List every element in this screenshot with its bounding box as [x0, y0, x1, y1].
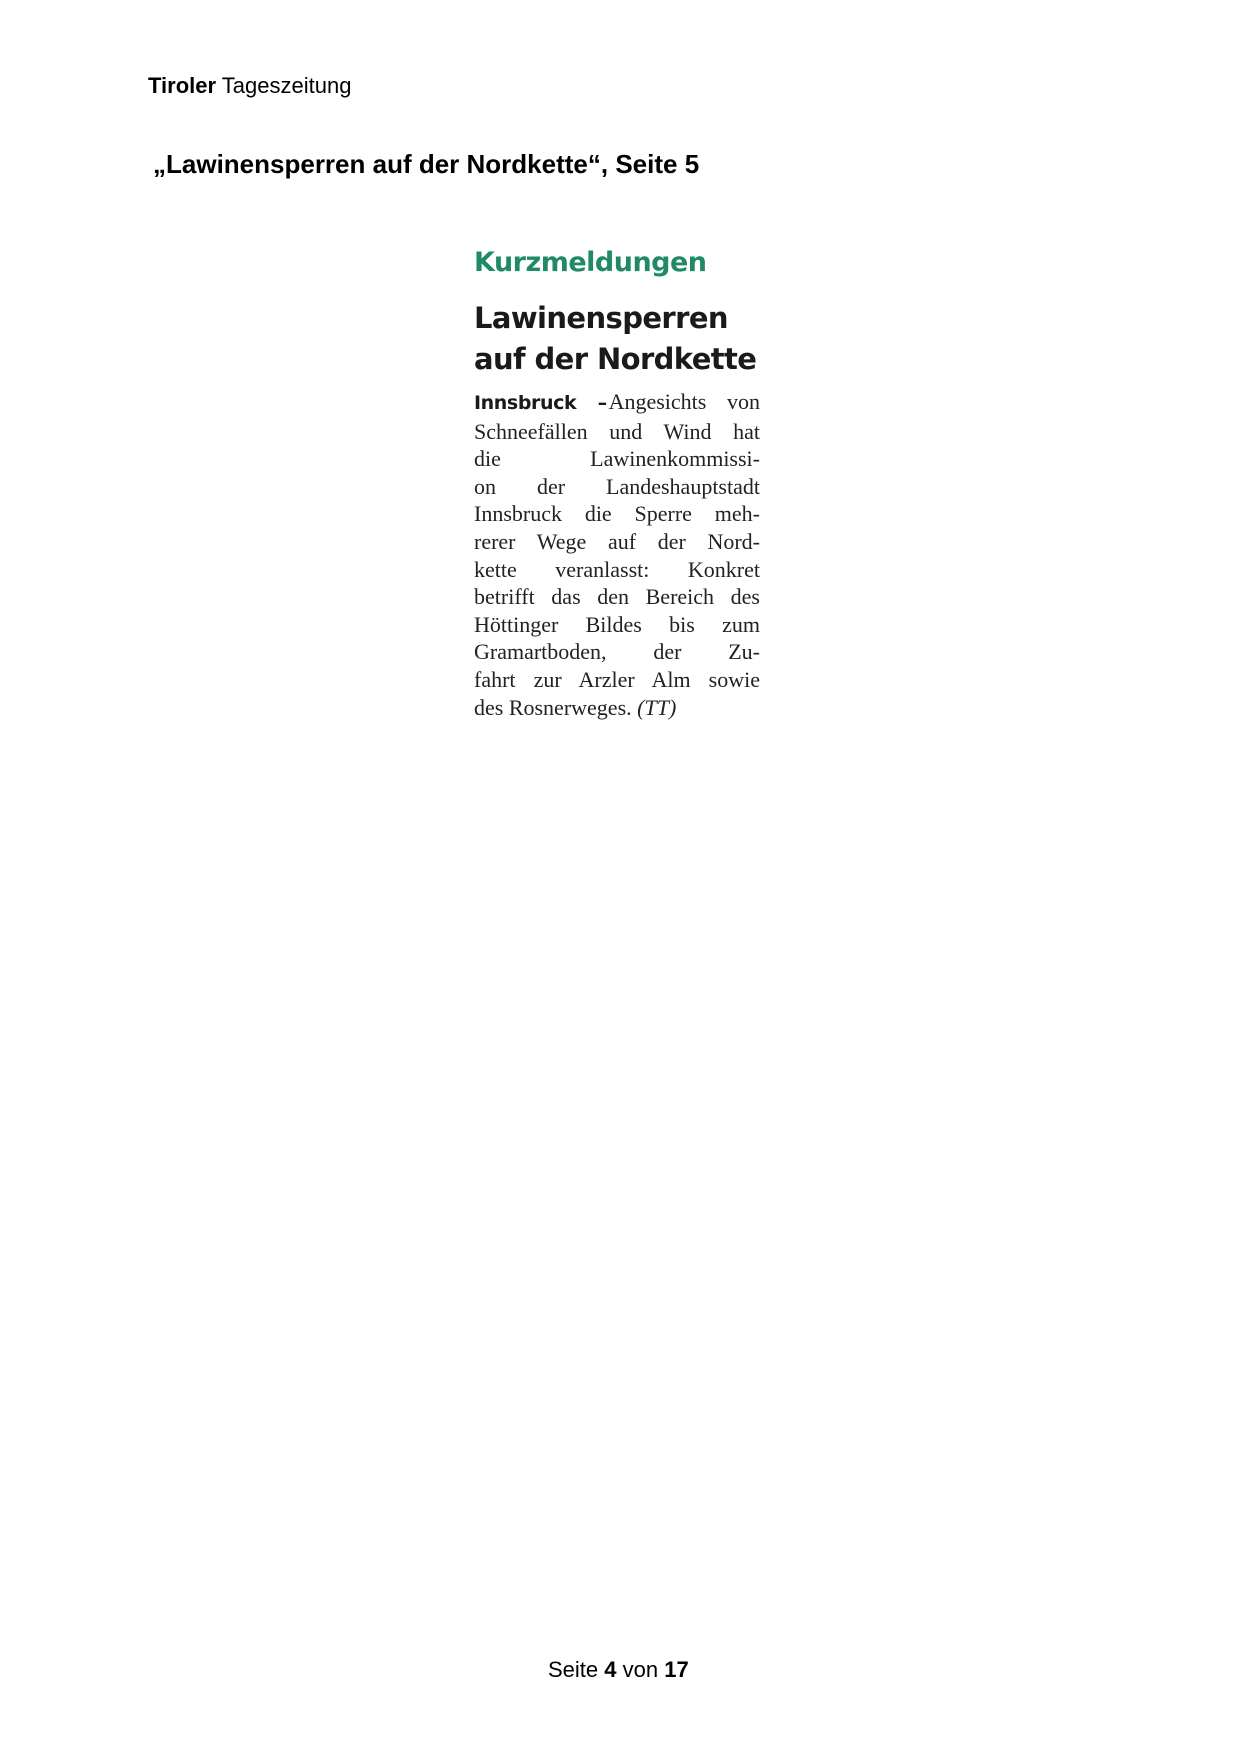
headline-line-2: auf der Nordkette [474, 342, 757, 376]
publication-name-regular: Tageszeitung [221, 73, 352, 98]
body-line-11: fahrt zur Arzler Alm sowie [474, 666, 760, 692]
body-line-6: rerer Wege auf der Nord- [474, 528, 760, 554]
body-line-10: Gramartboden, der Zu- [474, 639, 760, 665]
headline-line-1: Lawinensperren [474, 301, 728, 335]
body-line-1: Innsbruck – Angesichts von [474, 389, 760, 414]
section-rubric: Kurzmeldungen [474, 247, 707, 278]
body-line-2: Schneefällen und Wind hat [474, 418, 760, 444]
body-line-3: die Lawinenkommissi- [474, 446, 760, 472]
total-pages: 17 [664, 1657, 689, 1682]
article-headline [474, 298, 760, 380]
document-header [148, 72, 351, 100]
publication-name-bold: Tiroler [148, 73, 217, 98]
article-body [474, 388, 760, 721]
body-line-9: Höttinger Bildes bis zum [474, 611, 760, 637]
body-line-12: des Rosnerweges. (TT) [474, 694, 677, 720]
body-line-5: Innsbruck die Sperre meh- [474, 501, 760, 527]
body-line-7: kette veranlasst: Konkret [474, 556, 760, 582]
body-line-8: betrifft das den Bereich des [474, 584, 760, 610]
current-page: 4 [604, 1657, 617, 1682]
body-line-4: on der Landeshauptstadt [474, 473, 760, 499]
article-reference-title: „Lawinensperren auf der Nordkette“, Seite 5 [153, 149, 700, 179]
source-tag: (TT) [637, 694, 677, 720]
dateline: Innsbruck – [474, 392, 607, 414]
page-number: Seite 4 von 17 [548, 1657, 689, 1682]
newspaper-clipping [474, 246, 760, 721]
